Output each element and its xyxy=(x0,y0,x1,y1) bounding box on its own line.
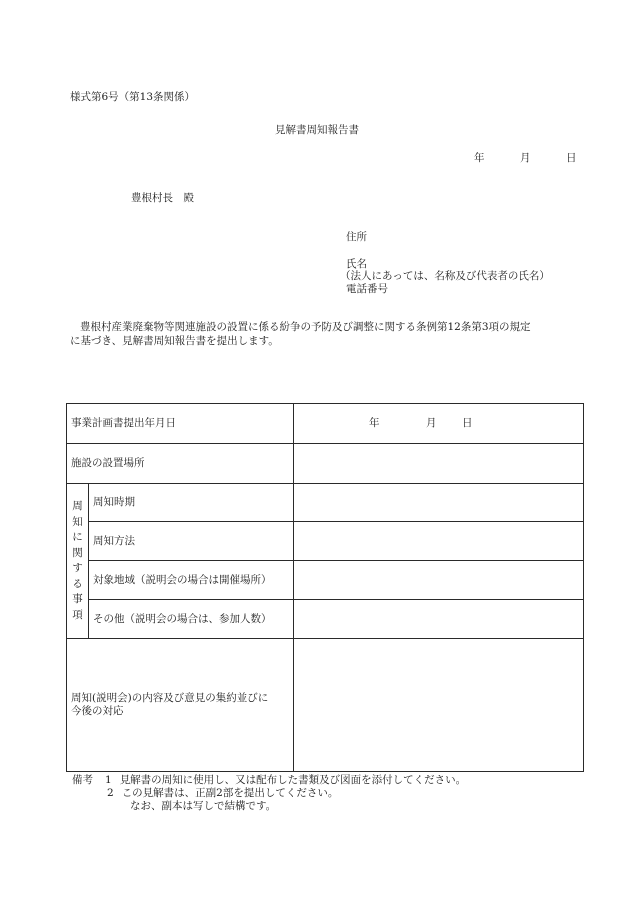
other-label: その他（説明会の場合は、参加人数） xyxy=(89,600,294,639)
notice-method-value[interactable] xyxy=(294,522,584,561)
note-2 xyxy=(72,787,466,800)
row-other xyxy=(67,600,584,639)
notice-group-label xyxy=(67,484,89,639)
content-label-line-1: 周知(説明会)の内容及び意見の集約並びに xyxy=(71,692,269,704)
report-table xyxy=(66,403,584,772)
body-paragraph xyxy=(70,320,590,348)
other-value[interactable] xyxy=(294,600,584,639)
body-line-2: に基づき、見解書周知報告書を提出します。 xyxy=(70,335,279,347)
note-2-number: 2 xyxy=(107,787,114,799)
content-label xyxy=(67,639,294,772)
notice-method-label: 周知方法 xyxy=(89,522,294,561)
date-month-label: 月 xyxy=(520,152,531,164)
addressee: 豊根村長 殿 xyxy=(131,192,194,204)
target-area-value[interactable] xyxy=(294,561,584,600)
name-label: 氏名 xyxy=(346,258,367,270)
row-plan-date xyxy=(67,404,584,444)
note-1 xyxy=(72,774,466,787)
plan-date-month: 月 xyxy=(426,417,437,429)
plan-date-value[interactable] xyxy=(294,404,584,444)
row-notice-method xyxy=(67,522,584,561)
target-area-label: 対象地域（説明会の場合は開催場所） xyxy=(89,561,294,600)
row-content xyxy=(67,639,584,772)
body-line-1: 豊根村産業廃棄物等関連施設の設置に係る紛争の予防及び調整に関する条例第12条第3項の規定 xyxy=(80,321,531,333)
plan-date-year: 年 xyxy=(369,417,380,429)
location-value[interactable] xyxy=(294,444,584,484)
notice-group-text: 周知に関する事項 xyxy=(72,500,83,621)
content-value[interactable] xyxy=(294,639,584,772)
note-continuation: なお、副本は写しで結構です。 xyxy=(130,800,277,812)
address-label: 住所 xyxy=(346,231,367,243)
date-day-label: 日 xyxy=(566,152,577,164)
notes-heading: 備考 xyxy=(72,774,93,786)
note-1-number: 1 xyxy=(105,774,112,786)
notice-timing-label: 周知時期 xyxy=(89,484,294,522)
date-year-label: 年 xyxy=(474,152,485,164)
row-location xyxy=(67,444,584,484)
note-2-text: この見解書は、正副2部を提出してください。 xyxy=(121,787,339,799)
form-number: 様式第6号（第13条関係） xyxy=(70,91,196,103)
plan-date-day: 日 xyxy=(462,417,473,429)
phone-label: 電話番号 xyxy=(346,283,388,295)
location-label: 施設の設置場所 xyxy=(67,444,294,484)
note-1-text: 見解書の周知に使用し、又は配布した書類及び図面を添付してください。 xyxy=(119,774,467,786)
notes xyxy=(72,774,466,813)
row-target-area xyxy=(67,561,584,600)
notice-timing-value[interactable] xyxy=(294,484,584,522)
document-title: 見解書周知報告書 xyxy=(275,124,359,136)
plan-date-label: 事業計画書提出年月日 xyxy=(67,404,294,444)
row-notice-timing xyxy=(67,484,584,522)
content-label-line-2: 今後の対応 xyxy=(71,705,124,717)
name-note: （法人にあっては、名称及び代表者の氏名） xyxy=(340,270,550,282)
